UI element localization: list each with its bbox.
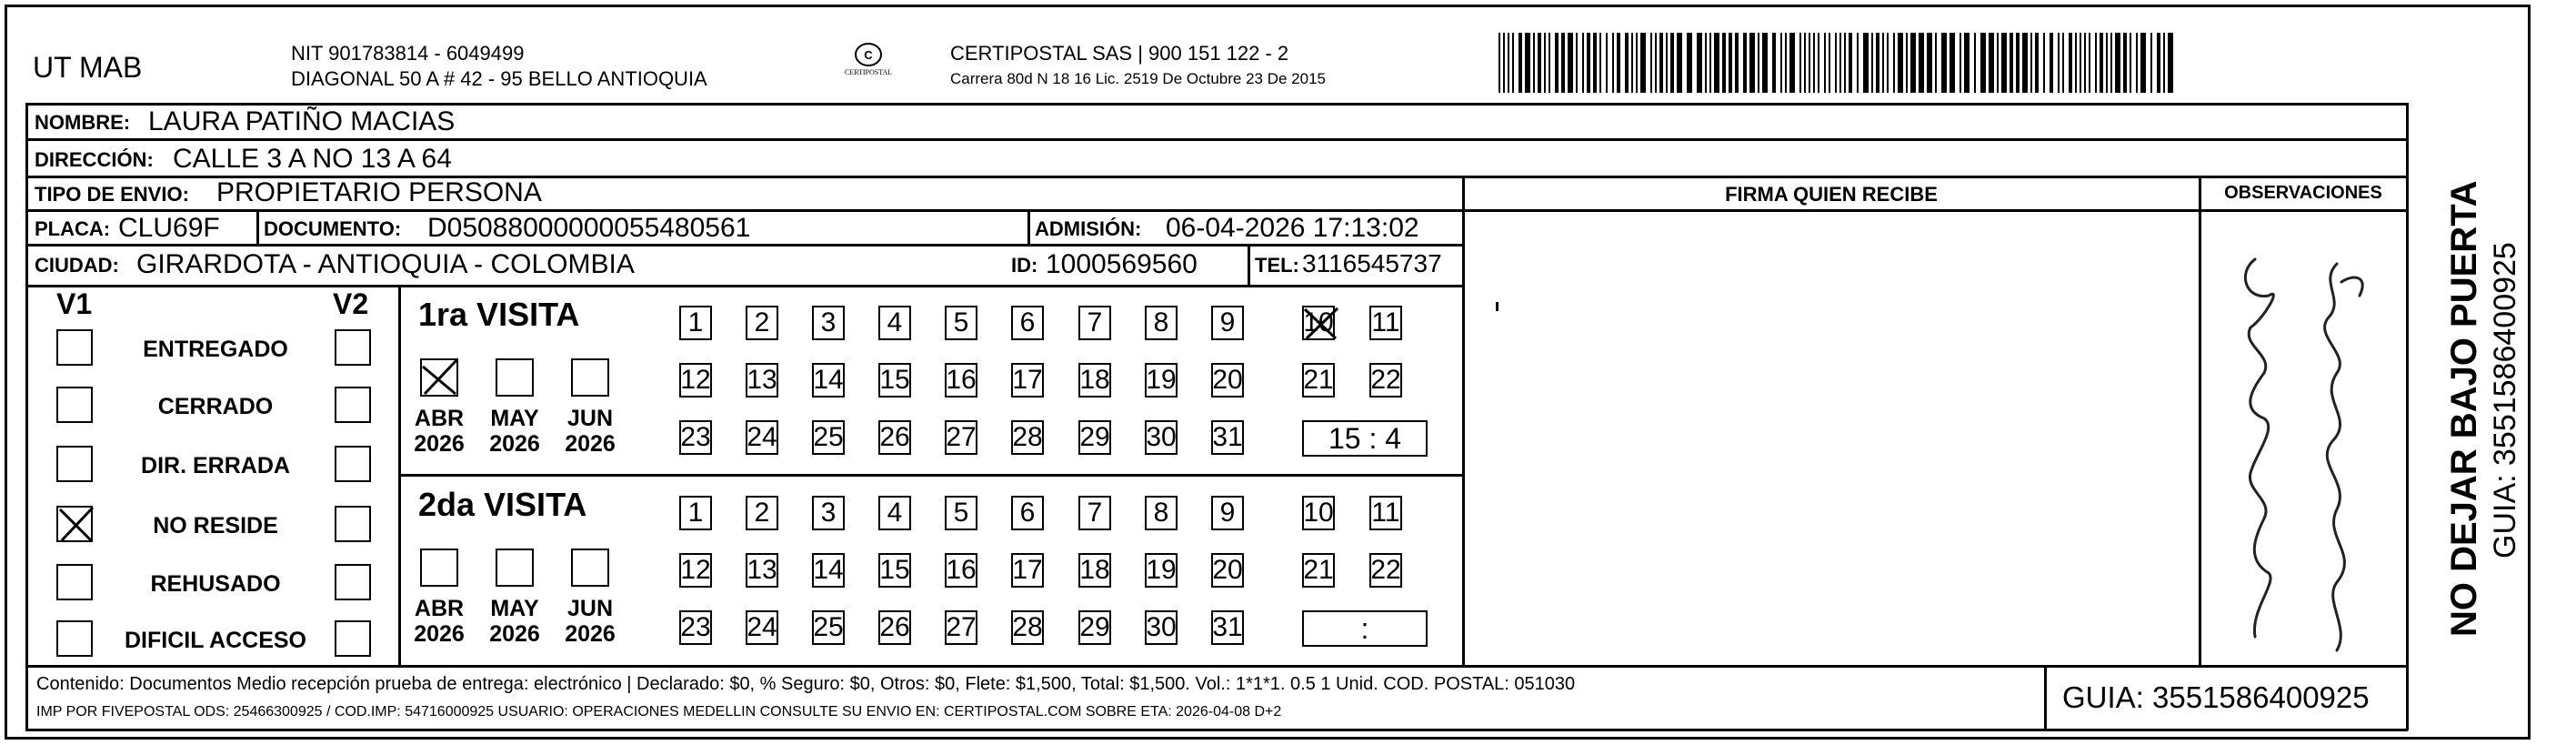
divider xyxy=(398,474,1464,477)
divider xyxy=(1248,246,1250,287)
signature-mark xyxy=(1496,302,1498,311)
day-box[interactable]: 21 xyxy=(1302,363,1335,398)
month-checkbox[interactable] xyxy=(571,549,609,587)
divider xyxy=(1027,209,1030,246)
day-box[interactable]: 31 xyxy=(1211,420,1244,455)
firma-header: FIRMA QUIEN RECIBE xyxy=(1725,183,1938,206)
day-box[interactable]: 5 xyxy=(945,496,977,530)
day-box[interactable]: 11 xyxy=(1369,306,1402,340)
day-box[interactable]: 30 xyxy=(1145,420,1178,455)
divider xyxy=(25,729,2408,731)
month-label: JUN 2026 xyxy=(565,596,616,647)
divider xyxy=(256,209,259,246)
day-box[interactable]: 13 xyxy=(746,363,778,398)
day-box[interactable]: 20 xyxy=(1211,363,1244,398)
tel-value: 3116545737 xyxy=(1302,249,1442,277)
day-box[interactable]: 18 xyxy=(1078,363,1111,398)
company-name: UT MAB xyxy=(33,51,143,84)
v2-checkbox[interactable] xyxy=(335,329,371,366)
divider xyxy=(2406,665,2409,730)
divider xyxy=(25,103,28,667)
month-checkbox[interactable] xyxy=(496,549,534,587)
footer-print-info: IMP POR FIVEPOSTAL ODS: 25466300925 / COD.IMP: 54716000925 USUARIO: OPERACIONES MEDELLIN CONSULTE SU ENVIO EN: CERTIPOSTAL.COM SOBRE ETA: 2026-04-08 D+2 xyxy=(36,704,1282,720)
day-box[interactable]: 4 xyxy=(878,306,911,340)
day-box[interactable]: 16 xyxy=(945,553,977,588)
no-dejar-notice: NO DEJAR BAJO PUERTA xyxy=(2444,180,2484,637)
day-box[interactable]: 28 xyxy=(1011,420,1044,455)
v1-header: V1 xyxy=(56,287,93,320)
visit-time[interactable]: 15 : 4 xyxy=(1302,420,1428,457)
option-label: REHUSADO xyxy=(150,571,281,597)
month-label: MAY 2026 xyxy=(489,406,540,457)
v1-checkbox[interactable] xyxy=(56,506,93,542)
option-label: ENTREGADO xyxy=(143,337,288,362)
day-box[interactable]: 22 xyxy=(1369,553,1402,588)
day-box[interactable]: 18 xyxy=(1078,553,1111,588)
month-label: JUN 2026 xyxy=(565,406,616,457)
id-label: ID: xyxy=(1011,254,1038,277)
visit-time[interactable]: : xyxy=(1302,610,1428,647)
v2-checkbox[interactable] xyxy=(335,564,371,600)
day-box[interactable]: 14 xyxy=(812,363,845,398)
day-box[interactable]: 31 xyxy=(1211,610,1244,645)
day-box[interactable]: 12 xyxy=(679,363,712,398)
month-checkbox[interactable] xyxy=(496,358,534,397)
logo-text: CERTIPOSTAL xyxy=(844,68,893,76)
v1-checkbox[interactable] xyxy=(56,564,93,600)
option-label: DIR. ERRADA xyxy=(141,453,290,478)
v2-checkbox[interactable] xyxy=(335,620,371,657)
day-box[interactable]: 6 xyxy=(1011,306,1044,340)
placa-value: CLU69F xyxy=(118,213,220,243)
tipo-envio-label: TIPO DE ENVIO: xyxy=(35,183,189,206)
day-box[interactable]: 21 xyxy=(1302,553,1335,588)
day-box[interactable]: 10 xyxy=(1302,496,1335,530)
day-box[interactable]: 14 xyxy=(812,553,845,588)
day-box[interactable]: 8 xyxy=(1145,306,1178,340)
v1-checkbox[interactable] xyxy=(56,329,93,366)
divider xyxy=(25,138,2408,141)
day-box[interactable]: 9 xyxy=(1211,496,1244,530)
direccion-label: DIRECCIÓN: xyxy=(35,148,154,171)
day-box[interactable]: 28 xyxy=(1011,610,1044,645)
v1-checkbox[interactable] xyxy=(56,446,93,482)
day-box[interactable]: 19 xyxy=(1145,553,1178,588)
month-checkbox[interactable] xyxy=(420,549,458,587)
day-box[interactable]: 7 xyxy=(1078,306,1111,340)
side-guia: GUIA: 3551586400925 xyxy=(2488,242,2522,559)
day-box[interactable]: 2 xyxy=(746,306,778,340)
divider xyxy=(25,665,28,730)
v2-checkbox[interactable] xyxy=(335,506,371,542)
day-box[interactable]: 22 xyxy=(1369,363,1402,398)
day-box[interactable]: 26 xyxy=(878,610,911,645)
month-label: ABR 2026 xyxy=(414,406,465,457)
tipo-envio-value: PROPIETARIO PERSONA xyxy=(216,177,542,207)
svg-text:C: C xyxy=(864,48,873,62)
placa-label: PLACA: xyxy=(35,217,111,240)
tel-label: TEL: xyxy=(1255,254,1299,277)
day-box[interactable]: 24 xyxy=(746,420,778,455)
day-box[interactable]: 1 xyxy=(679,306,712,340)
day-box[interactable]: 7 xyxy=(1078,496,1111,530)
visit-title: 2da VISITA xyxy=(418,486,587,523)
day-box[interactable]: 6 xyxy=(1011,496,1044,530)
documento-value: D05088000000055480561 xyxy=(427,213,751,243)
courier-name: CERTIPOSTAL SAS | 900 151 122 - 2 xyxy=(950,42,1289,65)
day-box[interactable]: 13 xyxy=(746,553,778,588)
option-label: NO RESIDE xyxy=(153,513,278,539)
day-box[interactable]: 15 xyxy=(878,363,911,398)
day-box[interactable]: 3 xyxy=(812,496,845,530)
day-box[interactable]: 27 xyxy=(945,610,977,645)
ciudad-value: GIRARDOTA - ANTIOQUIA - COLOMBIA xyxy=(136,249,635,279)
option-label: CERRADO xyxy=(157,394,274,419)
handwritten-observation xyxy=(2200,246,2406,664)
footer-contents: Contenido: Documentos Medio recepción prueba de entrega: electrónico | Declarado: $0, % Seguro: $0, Otros: $0, Flete: $1,500, Total: $1,500. Vol.: 1*1*1. 0.5 1 Unid. COD. POSTAL: 051030 xyxy=(36,674,1576,694)
company-nit: NIT 901783814 - 6049499 xyxy=(291,42,525,65)
day-box[interactable]: 23 xyxy=(679,420,712,455)
visit-title: 1ra VISITA xyxy=(418,296,580,333)
day-box[interactable]: 15 xyxy=(878,553,911,588)
day-box[interactable]: 23 xyxy=(679,610,712,645)
id-value: 1000569560 xyxy=(1046,249,1198,279)
day-box[interactable]: 5 xyxy=(945,306,977,340)
nombre-value: LAURA PATIÑO MACIAS xyxy=(148,106,456,136)
day-box[interactable]: 24 xyxy=(746,610,778,645)
day-box[interactable]: 2 xyxy=(746,496,778,530)
day-box[interactable]: 19 xyxy=(1145,363,1178,398)
divider xyxy=(25,103,2408,106)
day-box[interactable]: 25 xyxy=(812,610,845,645)
v1-checkbox[interactable] xyxy=(56,387,93,423)
observaciones-header: OBSERVACIONES xyxy=(2224,183,2382,203)
month-checkbox[interactable] xyxy=(420,358,458,397)
barcode xyxy=(1498,33,2180,93)
ciudad-label: CIUDAD: xyxy=(35,254,119,277)
nombre-label: NOMBRE: xyxy=(35,111,131,134)
divider xyxy=(2406,103,2409,667)
day-box[interactable]: 26 xyxy=(878,420,911,455)
divider xyxy=(1462,176,1465,667)
direccion-value: CALLE 3 A NO 13 A 64 xyxy=(173,144,452,174)
day-box[interactable]: 29 xyxy=(1078,610,1111,645)
documento-label: DOCUMENTO: xyxy=(264,217,402,240)
day-box[interactable]: 17 xyxy=(1011,363,1044,398)
day-box[interactable]: 10 xyxy=(1302,306,1335,340)
v1-checkbox[interactable] xyxy=(56,620,93,657)
day-box[interactable]: 27 xyxy=(945,420,977,455)
day-box[interactable]: 20 xyxy=(1211,553,1244,588)
certipostal-logo xyxy=(832,41,905,96)
v2-checkbox[interactable] xyxy=(335,446,371,482)
day-box[interactable]: 3 xyxy=(812,306,845,340)
day-box[interactable]: 30 xyxy=(1145,610,1178,645)
day-box[interactable]: 12 xyxy=(679,553,712,588)
courier-license: Carrera 80d N 18 16 Lic. 2519 De Octubre 23 De 2015 xyxy=(950,70,1326,87)
day-box[interactable]: 9 xyxy=(1211,306,1244,340)
day-box[interactable]: 25 xyxy=(812,420,845,455)
day-box[interactable]: 4 xyxy=(878,496,911,530)
divider xyxy=(2044,665,2047,730)
day-box[interactable]: 16 xyxy=(945,363,977,398)
day-box[interactable]: 11 xyxy=(1369,496,1402,530)
company-address: DIAGONAL 50 A # 42 - 95 BELLO ANTIOQUIA xyxy=(291,67,707,90)
footer-guia: GUIA: 3551586400925 xyxy=(2062,680,2370,714)
day-box[interactable]: 8 xyxy=(1145,496,1178,530)
month-label: ABR 2026 xyxy=(414,596,465,647)
v2-checkbox[interactable] xyxy=(335,387,371,423)
month-checkbox[interactable] xyxy=(571,358,609,397)
option-label: DIFICIL ACCESO xyxy=(124,628,306,653)
month-label: MAY 2026 xyxy=(489,596,540,647)
day-box[interactable]: 17 xyxy=(1011,553,1044,588)
admision-value: 06-04-2026 17:13:02 xyxy=(1166,213,1419,243)
divider xyxy=(25,209,2408,212)
v2-header: V2 xyxy=(333,287,369,320)
admision-label: ADMISIÓN: xyxy=(1035,217,1142,240)
day-box[interactable]: 1 xyxy=(679,496,712,530)
day-box[interactable]: 29 xyxy=(1078,420,1111,455)
divider xyxy=(25,665,2408,668)
